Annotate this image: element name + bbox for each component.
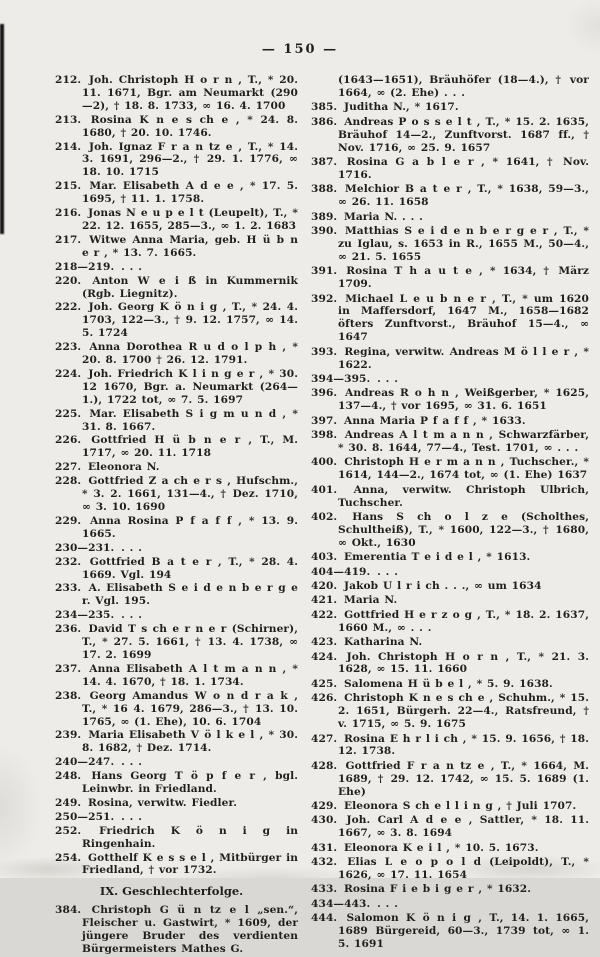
entry-number: 432. bbox=[311, 856, 338, 869]
entry-text: . . . bbox=[121, 260, 143, 273]
register-entry bbox=[311, 651, 589, 677]
register-entry bbox=[311, 733, 589, 759]
entry-text: Joh. Christoph H o r n , T., * 21. 3. 1628, ∞ 15. 11. 1660 bbox=[338, 650, 589, 676]
section-heading: IX. Geschlechterfolge. bbox=[99, 884, 244, 899]
register-entry bbox=[55, 797, 298, 810]
entry-number: 240—247. bbox=[55, 756, 115, 769]
register-entry bbox=[55, 623, 298, 662]
entry-text: Eleonora K e i l , * 10. 5. 1673. bbox=[344, 841, 539, 854]
entry-number: 423. bbox=[311, 636, 338, 649]
register-entry bbox=[55, 301, 298, 340]
entry-text: Rosina F i e b i g e r , * 1632. bbox=[344, 883, 532, 896]
register-entry bbox=[311, 101, 589, 114]
entry-number: 388. bbox=[311, 183, 338, 196]
register-entry bbox=[55, 234, 298, 260]
entry-text: . . . bbox=[377, 897, 399, 910]
entry-number: 230—231. bbox=[55, 541, 115, 554]
entry-text: Anna Rosina P f a f f , * 13. 9. 1665. bbox=[82, 514, 298, 540]
register-entry bbox=[55, 434, 298, 460]
entry-number: 400. bbox=[311, 456, 338, 469]
entry-number: 232. bbox=[55, 555, 82, 568]
register-entry bbox=[311, 912, 589, 951]
register-entry bbox=[55, 756, 298, 769]
register-entry bbox=[55, 825, 298, 851]
entry-number: 392. bbox=[311, 292, 338, 305]
register-entry bbox=[55, 556, 298, 582]
right-column-entries bbox=[311, 101, 589, 951]
register-entry bbox=[311, 760, 589, 799]
entry-text: Hans Georg T ö p f e r , bgl. Leinwbr. in Friedland. bbox=[82, 770, 298, 796]
entry-number: 226. bbox=[55, 434, 82, 447]
entry-number: 249. bbox=[55, 796, 82, 809]
entry-text: Christoph G ü n tz e l „sen.“, Fleischer u. Gastwirt, * 1609, der jüngere Bruder des verdienten Bürgermeisters Mathes G. bbox=[82, 904, 298, 956]
entry-text: Jakob U l r i ch . . ., ∞ um 1634 bbox=[344, 580, 542, 593]
register-entry bbox=[311, 156, 589, 182]
entry-text: Anna, verwitw. Christoph Ulbrich, Tuchscher. bbox=[338, 483, 589, 509]
entry-number: 426. bbox=[311, 692, 338, 705]
entry-text: Rosina T h a u t e , * 1634, † März 1709. bbox=[338, 265, 589, 291]
entry-number: 220. bbox=[55, 274, 82, 287]
entry-number: 404—419. bbox=[311, 565, 371, 578]
register-entry bbox=[311, 225, 589, 264]
register-entry bbox=[311, 609, 589, 635]
entry-text: Anna Maria P f a f f , * 1633. bbox=[344, 414, 526, 427]
entry-text: Gottfried H ü b n e r , T., M. 1717, ∞ 20. 11. 1718 bbox=[82, 434, 298, 460]
register-entry bbox=[55, 461, 298, 474]
left-column-entries bbox=[55, 74, 298, 877]
text-columns bbox=[55, 74, 589, 957]
register-entry bbox=[311, 842, 589, 855]
entry-text: Gottfried Z a ch e r s , Hufschm., * 3. 2. 1661, 131—4., † Dez. 1710, ∞ 3. 10. 1690 bbox=[82, 475, 299, 513]
entry-number: 216. bbox=[55, 207, 82, 220]
right-column bbox=[311, 74, 589, 957]
entry-number: 422. bbox=[311, 608, 338, 621]
entry-number: 239. bbox=[55, 729, 82, 742]
entry-number: 223. bbox=[55, 341, 82, 354]
register-entry bbox=[311, 429, 589, 455]
entry-number: 401. bbox=[311, 483, 338, 496]
register-entry bbox=[55, 207, 298, 233]
entry-number: 224. bbox=[55, 367, 82, 380]
register-entry bbox=[311, 678, 589, 691]
entry-text: Joh. Ignaz F r a n tz e , T., * 14. 3. 1691, 296—2., † 29. 1. 1776, ∞ 18. 10. 1715 bbox=[82, 140, 298, 179]
register-entry bbox=[311, 387, 589, 413]
register-entry bbox=[311, 692, 589, 731]
register-entry bbox=[311, 883, 589, 896]
entry-number: 229. bbox=[55, 514, 82, 527]
entry-number: 433. bbox=[311, 883, 338, 896]
register-entry bbox=[55, 180, 298, 206]
entry-number: 217. bbox=[55, 233, 82, 246]
entry-number: 236. bbox=[55, 623, 82, 636]
register-entry bbox=[311, 293, 589, 345]
entry-number: 386. bbox=[311, 115, 338, 128]
register-entry bbox=[311, 415, 589, 428]
entry-number: 389. bbox=[311, 210, 338, 223]
entry-text: Gottfried B a t e r , T., * 28. 4. 1669. Vgl. 194 bbox=[82, 555, 298, 581]
entry-number: 225. bbox=[55, 407, 82, 420]
entry-number: 228. bbox=[55, 475, 82, 488]
entry-text: Christoph K n e s ch e , Schuhm., * 15. 2. 1651, Bürgerh. 22—4., Ratsfreund, † v. 1715, ∞ 5. 9. 1675 bbox=[338, 692, 590, 731]
register-entry bbox=[311, 814, 589, 840]
entry-text: . . . bbox=[121, 541, 143, 554]
entry-text: Rosina G a b l e r , * 1641, † Nov. 1716. bbox=[338, 155, 589, 181]
register-entry bbox=[55, 609, 298, 622]
register-entry bbox=[55, 582, 298, 608]
entry-text: Jonas N e u p e l t (Leupelt), T., * 22. 12. 1655, 285—3., ∞ 1. 2. 1683 bbox=[82, 207, 298, 232]
register-entry bbox=[55, 770, 298, 796]
entry-text: Salomena H ü b e l , * 5. 9. 1638. bbox=[344, 677, 553, 690]
entry-number: 385. bbox=[311, 101, 338, 114]
register-entry bbox=[311, 898, 589, 911]
register-entry bbox=[311, 484, 589, 510]
entry-number: 233. bbox=[55, 582, 82, 595]
entry-number: 425. bbox=[311, 677, 338, 690]
entry-text: Matthias S e i d e n b e r g e r , T., * zu Iglau, s. 1653 in R., 1655 M., 50—4., ∞ 21. 5. 1655 bbox=[338, 224, 589, 263]
register-entry bbox=[55, 261, 298, 274]
entry-text: Rosina E h r l i ch , * 15. 9. 1656, † 18. 12. 1738. bbox=[338, 732, 589, 758]
entry-text: Regina, verwitw. Andreas M ö l l e r , * 1622. bbox=[338, 345, 589, 371]
entry-text: Gottfried F r a n tz e , T., * 1664, M. 1689, † 29. 12. 1742, ∞ 15. 5. 1689 (1. Ehe) bbox=[338, 759, 589, 798]
entry-number: 431. bbox=[311, 841, 338, 854]
entry-text: Katharina N. bbox=[344, 636, 423, 649]
entry-text: Anna Elisabeth A l t m a n n , * 14. 4. 1670, † 18. 1. 1734. bbox=[82, 662, 299, 688]
entry-text: Michael L e u b n e r , T., * um 1620 in Maffersdorf, 1647 M., 1658—1682 öfters Zunftvorst., Bräuhof 15—4., ∞ 1647 bbox=[338, 292, 589, 344]
entry-continuation: (1643—1651), Bräuhöfer (18—4.), † vor 1664, ∞ (2. Ehe) . . . bbox=[338, 74, 589, 99]
register-entry bbox=[311, 551, 589, 564]
entry-text: Emerentia T e i d e l , * 1613. bbox=[344, 551, 531, 564]
entry-number: 429. bbox=[311, 800, 338, 813]
entry-text: Hans S ch o l z e (Scholthes, Schultheiß), T., * 1600, 122—3., † 1680, ∞ Okt., 1630 bbox=[338, 511, 589, 549]
entry-text: Joh. Georg K ö n i g , T., * 24. 4. 1703, 122—3., † 9. 12. 1757, ∞ 14. 5. 1724 bbox=[82, 301, 298, 340]
entry-number: 213. bbox=[55, 113, 82, 126]
entry-number: 248. bbox=[55, 770, 82, 783]
entry-number: 434—443. bbox=[311, 897, 371, 910]
entry-text: Gottfried H e r z o g , T., * 18. 2. 1637, 1660 M., ∞ . . . bbox=[338, 608, 589, 634]
entry-number: 254. bbox=[55, 851, 82, 864]
register-entry bbox=[311, 856, 589, 882]
register-entry bbox=[55, 811, 298, 824]
entry-number: 390. bbox=[311, 224, 338, 237]
entry-text: . . . bbox=[377, 565, 399, 578]
entry-number: 214. bbox=[55, 140, 82, 153]
entry-number: 430. bbox=[311, 814, 338, 827]
entry-number: 397. bbox=[311, 414, 338, 427]
entry-text: Rosina, verwitw. Fiedler. bbox=[88, 796, 237, 809]
entry-text: Anton W e i ß in Kummernik (Rgb. Liegnitz). bbox=[82, 274, 298, 300]
entry-text: Andreas A l t m a n n , Schwarzfärber, * 30. 8. 1644, 77—4., Test. 1701, ∞ . . . bbox=[338, 429, 589, 454]
register-entry bbox=[55, 475, 298, 514]
register-entry bbox=[55, 114, 298, 140]
entry-number: 427. bbox=[311, 732, 338, 745]
entry-text: Rosina K n e s ch e , * 24. 8. 1680, † 20. 10. 1746. bbox=[82, 113, 298, 139]
register-entry bbox=[55, 904, 298, 956]
entry-text: Eleonora S ch e l l i n g , † Juli 1707. bbox=[344, 800, 577, 813]
entry-text: Anna Dorothea R u d o l p h , * 20. 8. 1700 † 26. 12. 1791. bbox=[82, 341, 298, 367]
entry-number: 215. bbox=[55, 180, 82, 193]
entry-text: Joh. Carl A d e e , Sattler, * 18. 11. 1667, ∞ 3. 8. 1694 bbox=[338, 814, 589, 840]
entry-number: 424. bbox=[311, 650, 338, 663]
entry-number: 237. bbox=[55, 662, 82, 675]
entry-text: Juditha N., * 1617. bbox=[344, 101, 459, 114]
entry-number: 393. bbox=[311, 345, 338, 358]
entry-text: Melchior B a t e r , T., * 1638, 59—3., ∞ 26. 11. 1658 bbox=[338, 183, 589, 209]
entry-text: Christoph H e r m a n n , Tuchscher., * 1614, 144—2., 1674 tot, ∞ (1. Ehe) 1637 bbox=[338, 456, 589, 482]
register-entry bbox=[311, 116, 589, 155]
entry-number: 428. bbox=[311, 759, 338, 772]
entry-number: 444. bbox=[311, 912, 338, 925]
entry-number: 384. bbox=[55, 904, 82, 917]
register-entry bbox=[311, 456, 589, 482]
register-entry bbox=[55, 368, 298, 407]
entry-text: Andreas P o s s e l t , T., * 15. 2. 1635, Bräuhof 14—2., Zunftvorst. 1687 ff., † Nov. 1716, ∞ 25. 9. 1657 bbox=[338, 115, 590, 154]
entry-text: . . . bbox=[121, 756, 143, 769]
entry-number: 391. bbox=[311, 265, 338, 278]
entry-number: 212. bbox=[55, 74, 82, 86]
entry-text: . . . bbox=[121, 810, 143, 823]
register-entry bbox=[55, 542, 298, 555]
entry-number: 421. bbox=[311, 594, 338, 607]
register-entry bbox=[55, 729, 298, 755]
entry-number: 394—395. bbox=[311, 372, 371, 385]
entry-number: 252. bbox=[55, 824, 82, 837]
register-entry bbox=[311, 636, 589, 649]
entry-text: Maria N. bbox=[344, 594, 398, 607]
entry-text: . . . bbox=[121, 609, 143, 622]
entry-text: Friedrich K ö n i g in Ringenhain. bbox=[82, 824, 298, 850]
left-column-entries-after-heading bbox=[55, 904, 298, 956]
register-entry bbox=[311, 183, 589, 209]
entry-text: Maria Elisabeth V ö l k e l , * 30. 8. 1682, † Dez. 1714. bbox=[82, 729, 298, 755]
entry-text: Mar. Elisabeth S i g m u n d , * 31. 8. 1667. bbox=[82, 407, 298, 433]
register-entry bbox=[55, 663, 298, 689]
left-column bbox=[55, 74, 298, 957]
entry-number: 398. bbox=[311, 429, 338, 442]
register-entry bbox=[311, 800, 589, 813]
entry-text: Mar. Elisabeth A d e e , * 17. 5. 1695, † 11. 1. 1758. bbox=[82, 180, 298, 206]
entry-number: 420. bbox=[311, 580, 338, 593]
entry-number: 238. bbox=[55, 689, 82, 702]
entry-text: A. Elisabeth S e i d e n b e r g e r. Vgl. 195. bbox=[82, 582, 298, 608]
register-entry bbox=[311, 346, 589, 372]
entry-text: . . . bbox=[377, 372, 399, 385]
register-entry bbox=[311, 211, 589, 224]
register-entry bbox=[311, 566, 589, 579]
entry-number: 250—251. bbox=[55, 810, 115, 823]
register-entry bbox=[311, 594, 589, 607]
entry-number: 222. bbox=[55, 301, 82, 314]
register-entry bbox=[311, 373, 589, 386]
entry-number: 218—219. bbox=[55, 260, 115, 273]
entry-number: 387. bbox=[311, 155, 338, 168]
register-entry bbox=[55, 141, 298, 180]
register-entry bbox=[55, 852, 298, 878]
entry-number: 402. bbox=[311, 511, 338, 523]
entry-text: Georg Amandus W o n d r a k , T., * 16 4. 1679, 286—3., † 13. 10. 1765, ∞ (1. Ehe), 10. 6. 1704 bbox=[82, 689, 298, 728]
entry-number: 396. bbox=[311, 387, 338, 400]
entry-text: Elias L e o p o l d (Leipoldt), T., * 1626, ∞ 17. 11. 1654 bbox=[338, 856, 589, 882]
entry-text: Witwe Anna Maria, geb. H ü b n e r , * 13. 7. 1665. bbox=[82, 233, 298, 259]
register-entry bbox=[55, 408, 298, 434]
entry-text: Andreas R o h n , Weißgerber, * 1625, 137—4., † vor 1695, ∞ 31. 6. 1651 bbox=[338, 387, 589, 413]
entry-text: Eleonora N. bbox=[88, 461, 160, 474]
register-entry bbox=[55, 275, 298, 301]
entry-text: David T s ch e r n e r (Schirner), T., * 27. 5. 1661, † 13. 4. 1738, ∞ 17. 2. 1699 bbox=[82, 623, 298, 661]
entry-text: Joh. Christoph H o r n , T., * 20. 11. 1671, Bgr. am Neumarkt (290—2), † 18. 8. 1733, ∞ 16. 4. 1700 bbox=[82, 74, 299, 112]
entry-text: Gotthelf K e s s e l , Mitbürger in Friedland, † vor 1732. bbox=[82, 851, 298, 877]
entry-number: 234—235. bbox=[55, 609, 115, 622]
page-number: — 150 — bbox=[261, 42, 339, 57]
entry-number: 403. bbox=[311, 551, 338, 564]
register-entry bbox=[55, 690, 298, 729]
entry-text: Joh. Friedrich K l i n g e r , * 30. 12 1670, Bgr. a. Neumarkt (264—1.), 1722 tot, ∞ 7. 5. 1697 bbox=[82, 367, 298, 406]
entry-text: Salomon K ö n i g , T., 14. 1. 1665, 1689 Bürgereid, 60—3., 1739 tot, ∞ 1. 5. 1691 bbox=[338, 912, 590, 951]
entry-number: 227. bbox=[55, 461, 82, 474]
register-entry bbox=[55, 341, 298, 367]
register-entry bbox=[55, 74, 298, 113]
register-entry bbox=[311, 265, 589, 291]
register-entry bbox=[55, 515, 298, 541]
register-entry bbox=[311, 580, 589, 593]
entry-text: Maria N. . . . bbox=[344, 210, 423, 223]
register-entry bbox=[311, 511, 589, 550]
